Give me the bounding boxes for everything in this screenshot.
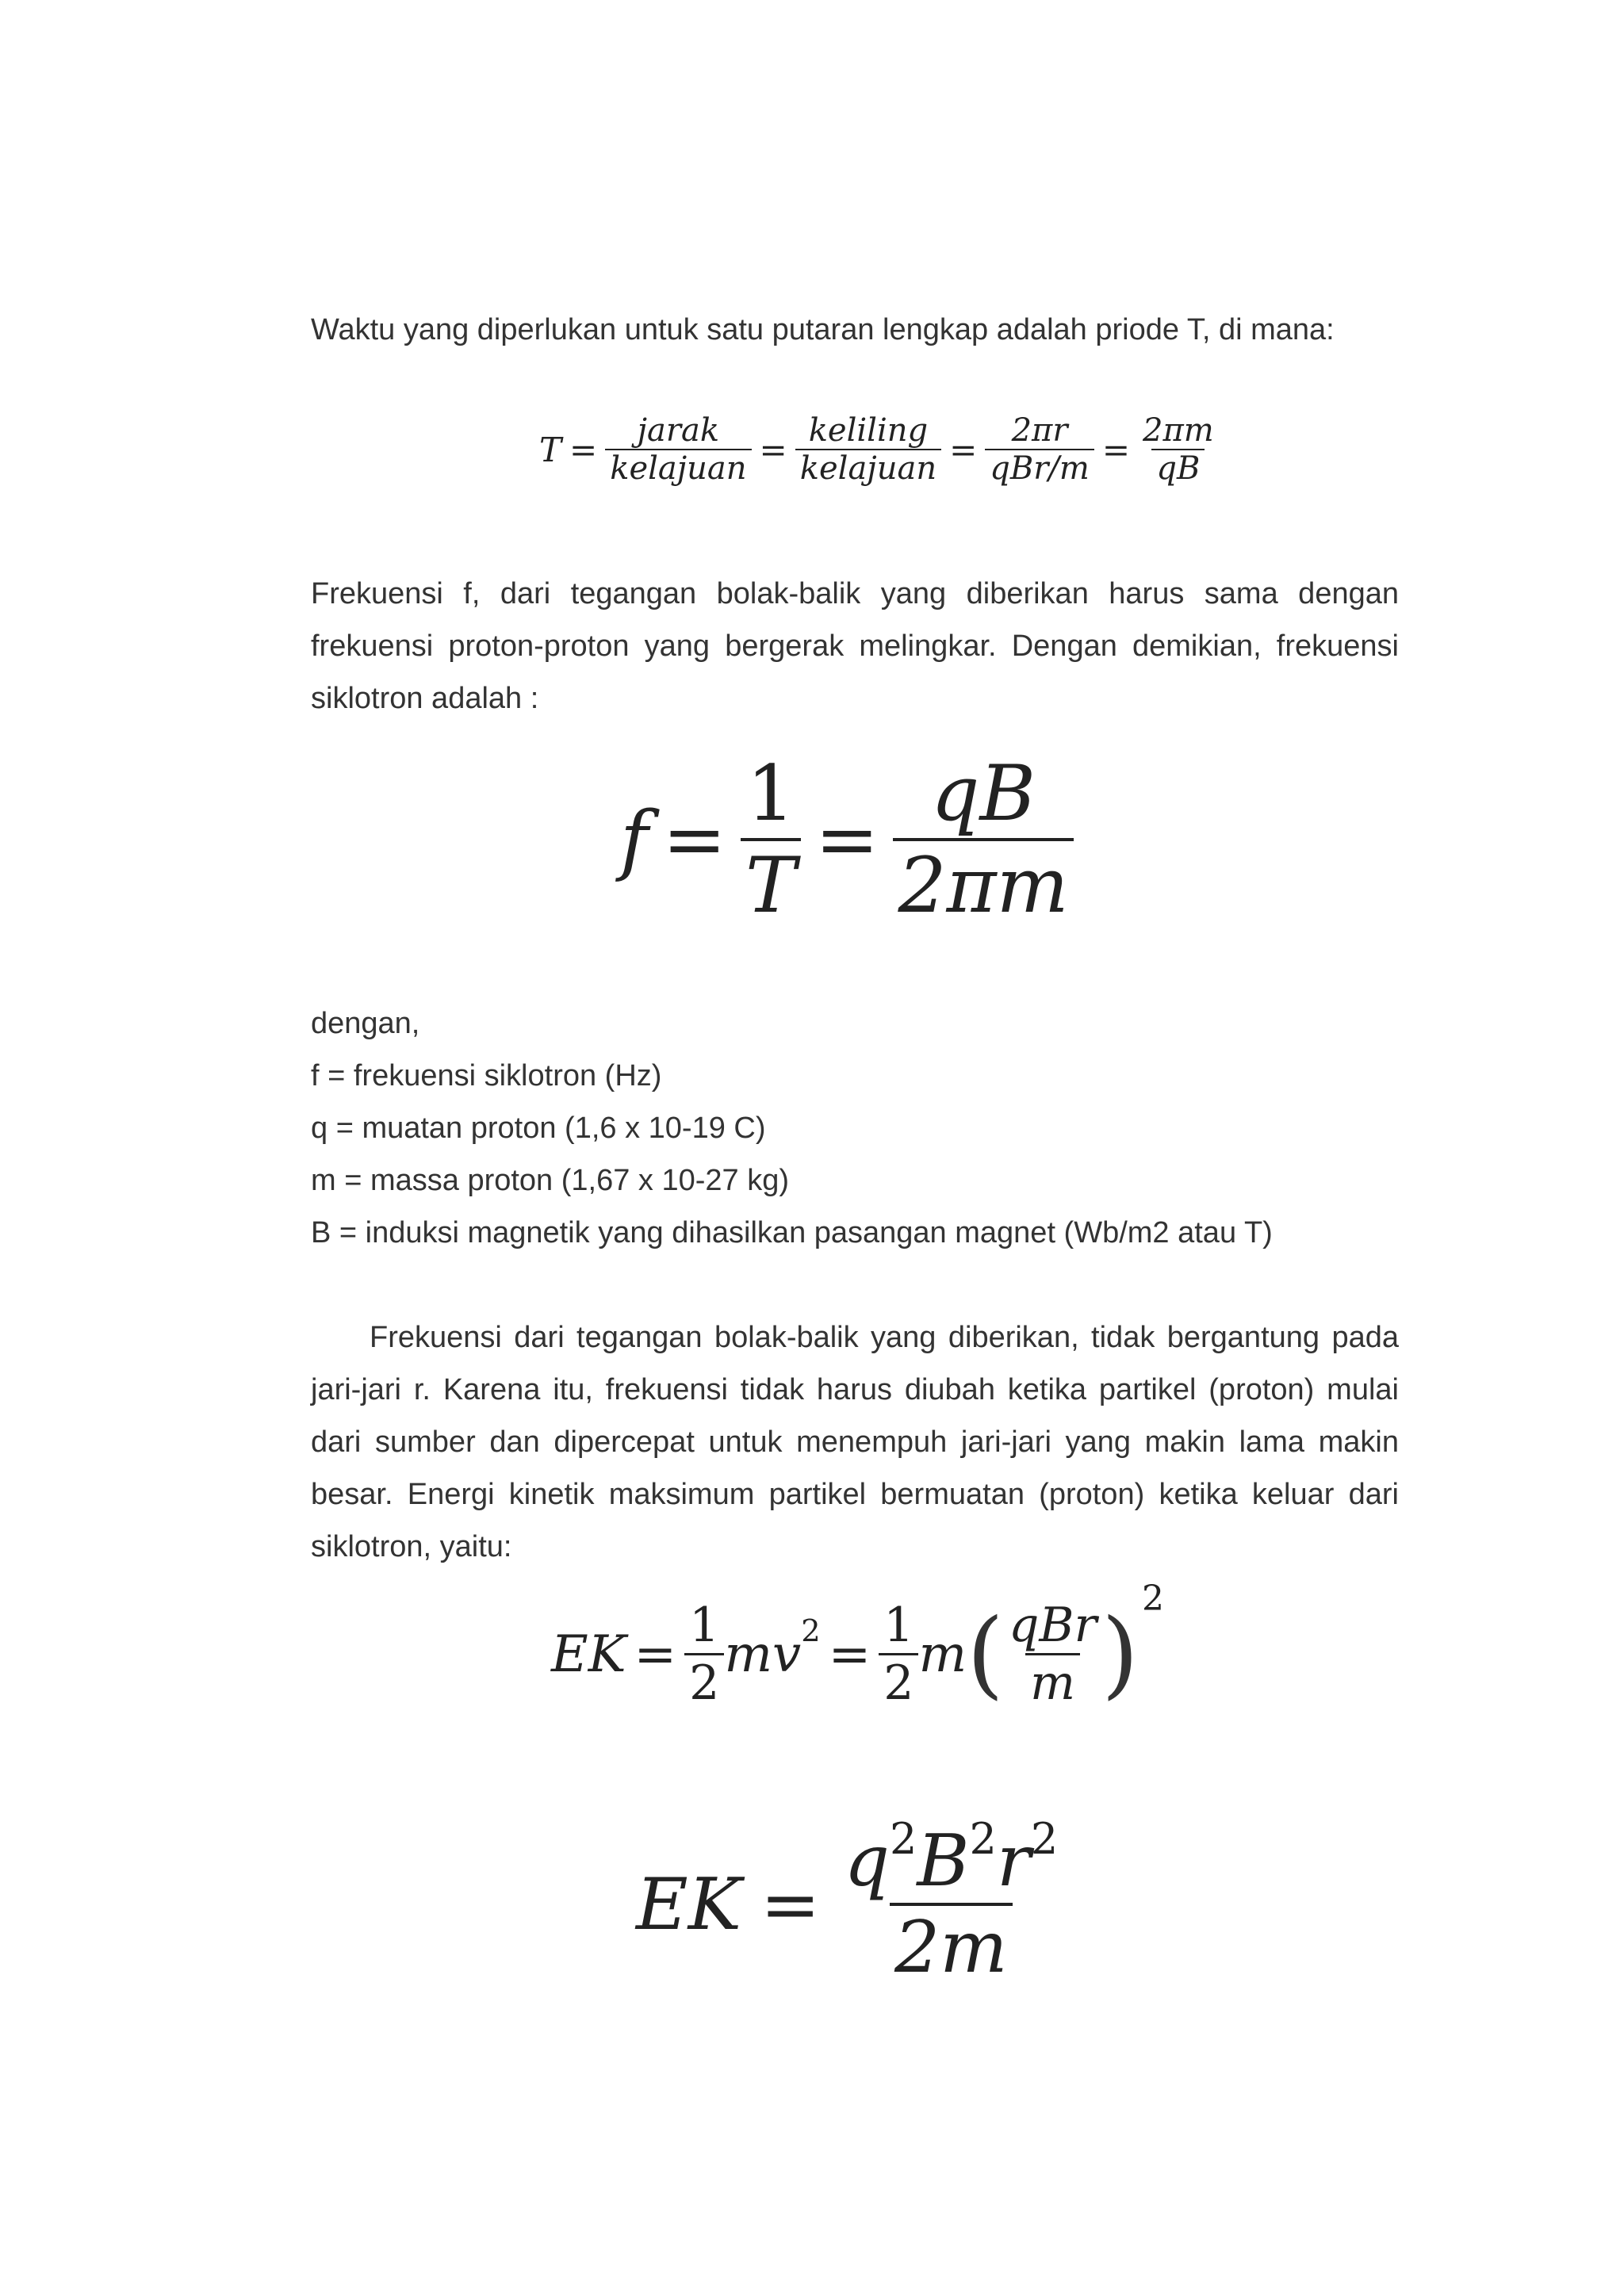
definition-item: B = induksi magnetik yang dihasilkan pasangan magnet (Wb/m2 atau T)	[311, 1216, 1273, 1249]
eq-symbol: q	[844, 1820, 890, 1903]
eq-numerator	[839, 1813, 1063, 1903]
eq-numerator: 1	[689, 1598, 720, 1653]
eq-denominator: 2πm	[893, 838, 1073, 930]
equation-kinetic-energy-final	[636, 1813, 1063, 1989]
eq-numerator: qBr	[1008, 1598, 1097, 1653]
eq-fraction	[1138, 412, 1219, 487]
eq-symbol: f	[620, 795, 649, 884]
eq-operator: =	[949, 430, 978, 469]
eq-exponent: 2	[969, 1813, 997, 1864]
eq-symbol: B	[917, 1820, 970, 1903]
eq-symbol: m	[918, 1624, 967, 1684]
eq-fraction	[839, 1813, 1063, 1989]
eq-numerator: 2πr	[1011, 412, 1068, 449]
eq-fraction	[879, 1598, 918, 1711]
eq-fraction	[605, 412, 751, 487]
eq-denominator: 2m	[890, 1903, 1013, 1989]
eq-numerator: qB	[931, 749, 1036, 838]
eq-operator: =	[662, 795, 726, 884]
eq-denominator: m	[1025, 1653, 1080, 1711]
eq-symbol: EK	[551, 1624, 626, 1684]
definition-item: q = muatan proton (1,6 x 10-19 C)	[311, 1112, 766, 1145]
eq-fraction	[1004, 1598, 1101, 1711]
eq-exponent: 2	[801, 1613, 821, 1650]
eq-denominator: 2	[879, 1653, 918, 1711]
eq-operator: =	[569, 430, 598, 469]
eq-denominator: 2	[684, 1653, 724, 1711]
equation-period	[539, 412, 1219, 487]
eq-numerator: 1	[746, 749, 795, 838]
eq-operator: =	[1101, 430, 1131, 469]
eq-symbol: T	[539, 430, 562, 469]
eq-fraction	[985, 412, 1094, 487]
eq-exponent: 2	[1030, 1813, 1059, 1864]
eq-symbol: v	[772, 1624, 802, 1684]
eq-denominator: T	[741, 838, 801, 930]
eq-denominator: kelajuan	[795, 449, 941, 487]
paragraph-frequency-intro: Frekuensi f, dari tegangan bolak-balik yang diberikan harus sama dengan frekuensi proton-proton yang bergerak melingkar. Dengan demikian, frekuensi siklotron adalah :	[311, 577, 1399, 715]
eq-symbol: r	[996, 1820, 1031, 1903]
eq-fraction	[741, 749, 801, 930]
eq-operator: =	[815, 795, 879, 884]
eq-numerator: keliling	[808, 412, 929, 449]
eq-paren-left: (	[967, 1598, 1004, 1709]
eq-numerator: 1	[883, 1598, 914, 1653]
eq-denominator: kelajuan	[605, 449, 751, 487]
eq-numerator: 2πm	[1143, 412, 1214, 449]
eq-operator: =	[759, 430, 787, 469]
eq-denominator: qBr/m	[985, 449, 1094, 487]
eq-exponent: 2	[1141, 1578, 1164, 1619]
equation-kinetic-energy	[551, 1578, 1164, 1711]
eq-exponent: 2	[889, 1813, 917, 1864]
paragraph-kinetic-intro: Frekuensi dari tegangan bolak-balik yang diberikan, tidak bergantung pada jari-jari r. Karena itu, frekuensi tidak harus diubah ketika partikel (proton) mulai dari sumber dan dipercepat untuk menempuh jari-jari yang makin lama makin besar. Energi kinetik maksimum partikel bermuatan (proton) ketika keluar dari siklotron, yaitu:	[311, 1321, 1399, 1563]
eq-fraction	[893, 749, 1073, 930]
eq-fraction	[795, 412, 941, 487]
eq-symbol: EK	[636, 1862, 741, 1946]
eq-paren-right: )	[1101, 1598, 1139, 1709]
eq-operator: =	[760, 1862, 821, 1946]
definitions-intro: dengan,	[311, 1007, 420, 1040]
eq-operator: =	[828, 1624, 871, 1684]
definition-item: f = frekuensi siklotron (Hz)	[311, 1059, 662, 1093]
eq-numerator: jarak	[637, 412, 720, 449]
equation-frequency	[620, 749, 1074, 930]
eq-symbol: m	[724, 1624, 773, 1684]
paragraph-period-intro: Waktu yang diperlukan untuk satu putaran lengkap adalah priode T, di mana:	[311, 313, 1335, 346]
eq-denominator: qB	[1151, 449, 1205, 487]
eq-operator: =	[634, 1624, 677, 1684]
definition-item: m = massa proton (1,67 x 10-27 kg)	[311, 1164, 790, 1197]
eq-fraction	[684, 1598, 724, 1711]
